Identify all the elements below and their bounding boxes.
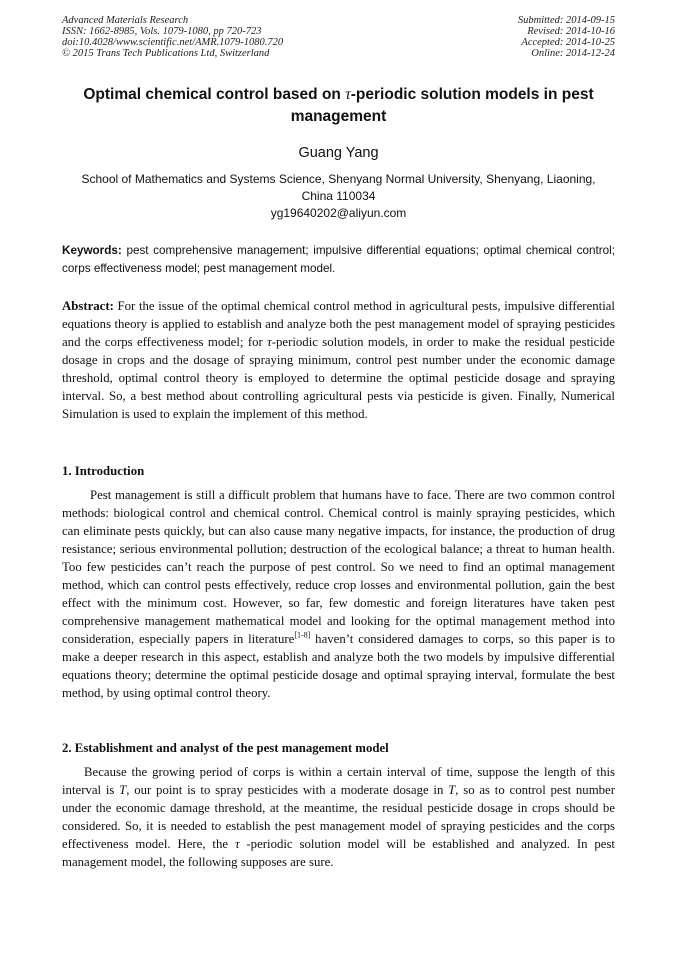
accepted-date: Accepted: 2014-10-25	[521, 37, 615, 48]
abstract-tau-symbol: τ	[267, 335, 272, 349]
abstract-text-2: -periodic solution models, in order to make the residual pesticide dosage in crops and the dosage of spraying minimum, control pest number under the economic damage threshold, optimal control theory is employed to determine the optimal pesticide dosage and spraying interval. So, a best method about controlling agricultural pests via pesticide is given. Finally, Numerical Simulation is used to explain the implement of this method.	[62, 335, 615, 421]
author-email[interactable]: yg19640202@aliyun.com	[270, 206, 407, 220]
section1-text-1: Pest management is still a difficult problem that humans have to face. There are two common control methods: biological control and chemical control. Chemical control is mainly spraying pesticides, which can eliminate pests quickly, but can also cause many negative impacts, for instance, the production of drug resistance; serious environmental pollution; destruction of the ecological balance; a threat to human health. Too few pesticides can’t reach the purpose of pest control. So we need to find an optimal management method, which can control pests effectively, reduce crop losses and environmental pollution, gain the best effect with the minimum cost. However, so far, few domestic and foreign literatures have taken pest comprehensive management mathematical model and looking for the optimal management method into consideration, especially papers in literature	[62, 488, 615, 646]
author-name: Guang Yang	[298, 145, 379, 161]
keywords-label: Keywords:	[62, 244, 122, 257]
affiliation	[62, 171, 615, 222]
section1-paragraph	[62, 486, 615, 702]
journal-header-left	[62, 15, 283, 59]
journal-header-right	[518, 15, 615, 59]
section2-text-b: , our point is to spray pesticides with a moderate dosage in	[126, 783, 449, 797]
keywords-block	[62, 242, 615, 278]
abstract-text-1: For the issue of the optimal chemical control method in agricultural pests, impulsive differential equations theory is applied to establish and analyze both the pest management model of spraying pesticides and the corps effectiveness model; for	[62, 299, 615, 349]
keywords-text: pest comprehensive management; impulsive differential equations; optimal chemical control; corps effectiveness model; pest management model.	[62, 244, 615, 275]
title-part1: Optimal chemical control based on	[83, 86, 341, 103]
title-part2: -periodic solution models in pest management	[290, 86, 594, 125]
section2-T-symbol-1: T	[119, 783, 127, 797]
section2-text-d: -periodic solution model will be established and analyzed. In pest management model, the following supposes are sure.	[62, 837, 615, 869]
paper-title	[62, 84, 615, 128]
section2-text-c: , so as to control pest number under the economic damage threshold, at the meantime, the residual pesticide dosage in crops should be considered. So, it is needed to establish the pest management model of spraying pesticides and the corps effectiveness model. Here, the	[62, 783, 615, 851]
title-tau-symbol: τ	[345, 86, 351, 103]
issn-line: ISSN: 1662-8985, Vols. 1079-1080, pp 720-723	[62, 26, 262, 37]
section2-paragraph	[62, 763, 615, 871]
online-date: Online: 2014-12-24	[531, 48, 615, 59]
abstract-block	[62, 297, 615, 423]
doi-line[interactable]: doi:10.4028/www.scientific.net/AMR.1079-1080.720	[62, 37, 284, 48]
section2-tau-symbol: τ	[234, 837, 240, 851]
section1-heading: 1. Introduction	[62, 464, 145, 478]
section2-text-a: Because the growing period of corps is within a certain interval of time, suppose the length of this interval is	[62, 765, 615, 797]
journal-name: Advanced Materials Research	[62, 15, 189, 26]
submitted-date: Submitted: 2014-09-15	[517, 15, 615, 26]
affiliation-line1: School of Mathematics and Systems Science, Shenyang Normal University, Shenyang, Liaoning,	[81, 172, 596, 186]
section2-heading: 2. Establishment and analyst of the pest management model	[62, 741, 389, 755]
revised-date: Revised: 2014-10-16	[527, 26, 615, 37]
section1-text-2: haven’t considered damages to corps, so this paper is to make a deeper research in this aspect, establish and analyze both the two models by impulsive differential equations theory; determine the optimal pesticide dosage and optimal spraying interval, formulate the best method, by using optimal control theory.	[62, 632, 615, 700]
copyright-line: © 2015 Trans Tech Publications Ltd, Switzerland	[62, 48, 270, 59]
citation-reference[interactable]: [1-8]	[294, 630, 311, 640]
section2-T-symbol-2: T	[448, 783, 456, 797]
abstract-label: Abstract:	[62, 299, 114, 313]
affiliation-line2: China 110034	[301, 189, 376, 203]
